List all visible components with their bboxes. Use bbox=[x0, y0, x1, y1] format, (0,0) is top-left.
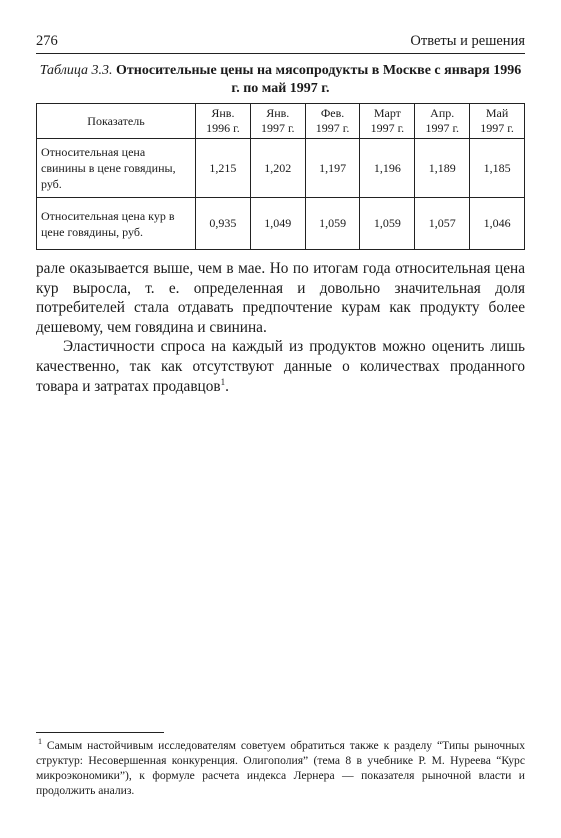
footnote-text: Самым настойчивым исследователям советуем обратиться также к разделу “Типы рыночных структур: Несовершенная конкуренция. Олигополия” (тема 8 в учебнике Р. М. Нуреева “Курс микроэкономики”), к формуле расчета индекса Лернера — показателя рыночной власти и продолжить анализ. bbox=[36, 739, 525, 797]
column-header: Янв. 1996 г. bbox=[196, 104, 251, 139]
table-cell: 1,057 bbox=[415, 198, 470, 250]
table-cell: 1,046 bbox=[470, 198, 525, 250]
footnote-marker: 1 bbox=[38, 737, 42, 747]
header-rule bbox=[36, 53, 525, 54]
table-cell: 1,202 bbox=[250, 139, 305, 198]
table-cell: 1,196 bbox=[360, 139, 415, 198]
column-header-indicator: Показатель bbox=[37, 104, 196, 139]
column-header: Фев. 1997 г. bbox=[305, 104, 360, 139]
body-text bbox=[36, 259, 525, 396]
footnote-reference: 1 bbox=[220, 376, 226, 387]
table-cell: 1,059 bbox=[305, 198, 360, 250]
table-cell: 1,189 bbox=[415, 139, 470, 198]
price-table bbox=[36, 103, 525, 250]
table-caption bbox=[36, 62, 525, 98]
column-header: Янв. 1997 г. bbox=[250, 104, 305, 139]
table-row bbox=[37, 139, 525, 198]
table-cell: 1,197 bbox=[305, 139, 360, 198]
footnote bbox=[36, 738, 525, 798]
footnote-rule bbox=[36, 732, 164, 733]
table-caption-title: Относительные цены на мясопродукты в Москве с января 1996 г. по май 1997 г. bbox=[116, 63, 522, 96]
running-section-title: Ответы и решения bbox=[410, 33, 525, 49]
page-number: 276 bbox=[36, 33, 58, 49]
column-header: Апр. 1997 г. bbox=[415, 104, 470, 139]
table-header-row bbox=[37, 104, 525, 139]
table-cell: 0,935 bbox=[196, 198, 251, 250]
column-header: Май 1997 г. bbox=[470, 104, 525, 139]
page-header bbox=[36, 33, 525, 55]
table-cell: 1,049 bbox=[250, 198, 305, 250]
table-row bbox=[37, 198, 525, 250]
row-label: Относительная цена кур в цене говядины, руб. bbox=[37, 198, 196, 250]
table-caption-label: Таблица 3.3. bbox=[39, 63, 113, 78]
table-cell: 1,215 bbox=[196, 139, 251, 198]
body-paragraph: Эластичности спроса на каждый из продуктов можно оценить лишь качественно, так как отсутствуют данные о количествах проданного товара и затратах продавцов$^1$. bbox=[36, 338, 525, 395]
column-header: Март 1997 г. bbox=[360, 104, 415, 139]
table-cell: 1,059 bbox=[360, 198, 415, 250]
table-cell: 1,185 bbox=[470, 139, 525, 198]
row-label: Относительная цена свинины в цене говядины, руб. bbox=[37, 139, 196, 198]
body-paragraph: рале оказывается выше, чем в мае. Но по итогам года относительная цена кур выросла, т. е. определенная и довольно значительная доля потребителей стала отдавать предпочтение курам как продукту более дешевому, чем говядина и свинина. bbox=[36, 260, 525, 336]
